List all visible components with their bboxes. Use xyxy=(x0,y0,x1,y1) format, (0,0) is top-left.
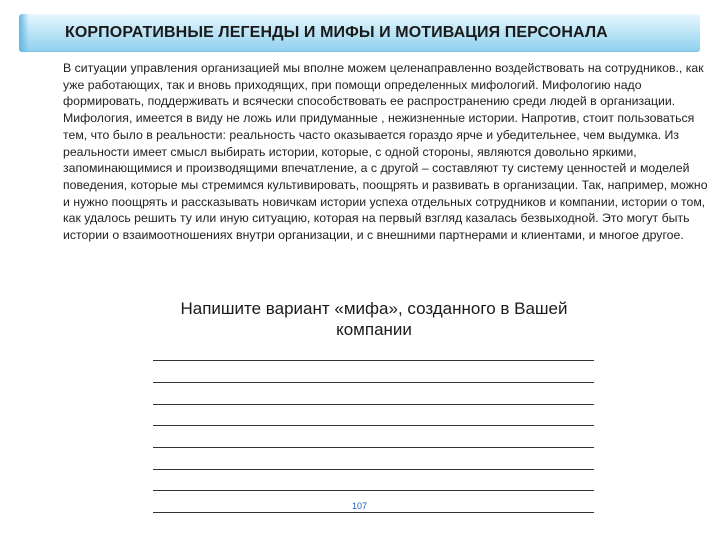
page-number: 107 xyxy=(352,501,368,511)
body-paragraph: В ситуации управления организацией мы вполне можем целенаправленно воздействовать на сотрудников., как уже работающих, так и вновь приходящих, при помощи определенных мифологий. Мифологию надо формировать, поддерживать и всячески способствовать ее распространению среди людей в организации. Мифология, имеется в виду не ложь или придуманные , нежизненные истории. Напротив, стоит пользоваться тем, что было в реальности: реальность часто оказывается гораздо ярче и убедительнее, чем выдумка. Из реальности имеет смысл выбирать истории, которые, с одной стороны, являются довольно яркими, запоминающимися и производящими впечатление, а с другой – составляют ту систему ценностей и моделей поведения, которые мы стремимся культивировать, поощрять и развивать в организации. Так, например, можно и нужно поощрять и рассказывать новичкам истории успеха отдельных сотрудников и компании, истории о том, как удалось решить ту или иную ситуацию, которая на первый взгляд казалась безвыходной. Это могут быть истории о взаимоотношениях внутри организации, и с внешними партнерами и клиентами, и многое другое. xyxy=(63,61,708,243)
writing-prompt: Напишите вариант «мифа», созданного в Вашей компании xyxy=(180,299,568,339)
slide-title: КОРПОРАТИВНЫЕ ЛЕГЕНДЫ И МИФЫ И МОТИВАЦИЯ ПЕРСОНАЛА xyxy=(65,24,608,41)
answer-line xyxy=(153,425,594,426)
answer-line xyxy=(153,404,594,405)
answer-line xyxy=(153,360,594,361)
answer-line xyxy=(153,490,594,491)
title-banner xyxy=(19,14,700,52)
answer-line xyxy=(153,447,594,448)
answer-line xyxy=(153,469,594,470)
banner-accent-edge xyxy=(19,14,29,52)
answer-line xyxy=(153,382,594,383)
answer-line xyxy=(153,512,594,513)
